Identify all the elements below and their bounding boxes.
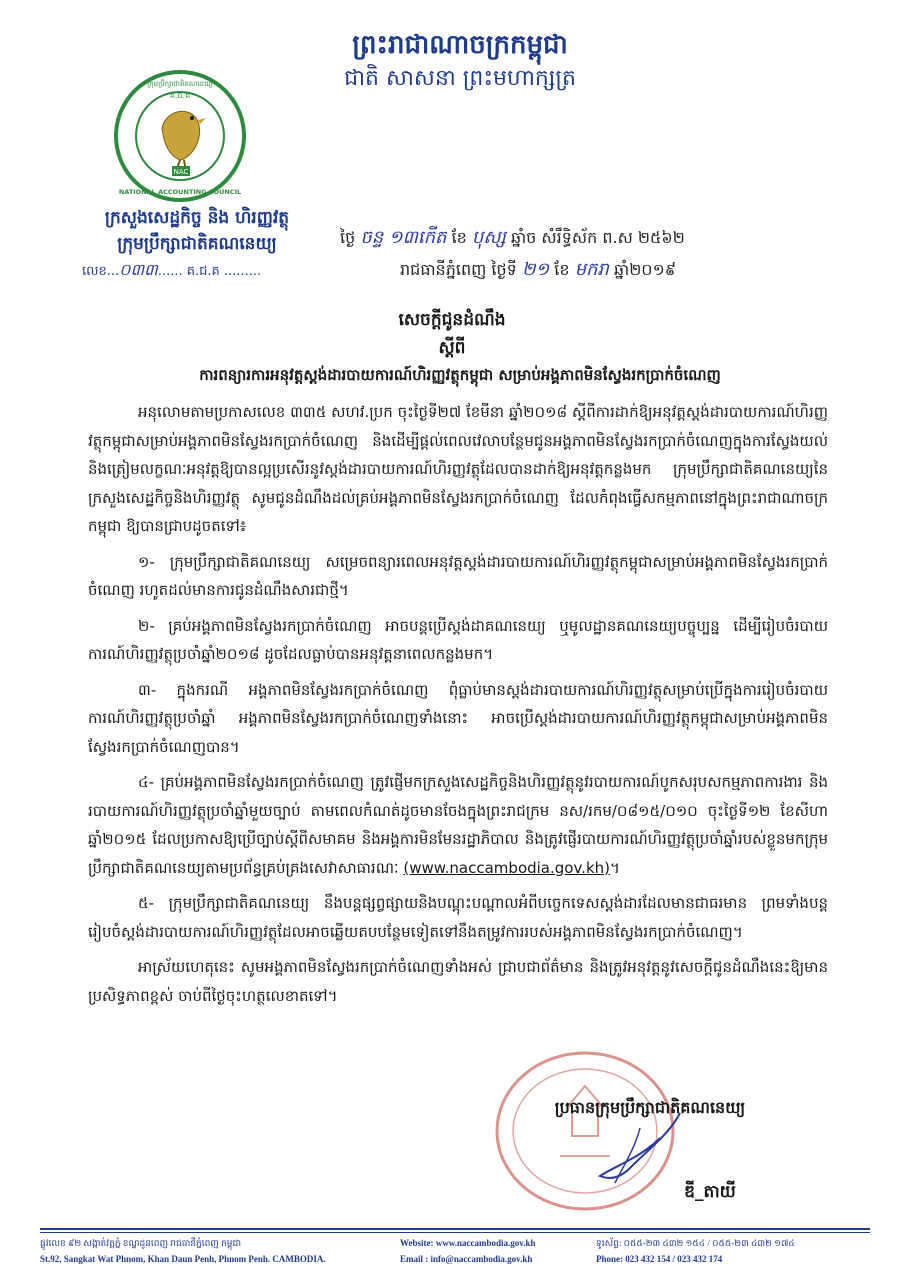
signature-icon <box>580 1108 700 1188</box>
logo-top-text: ក្រុមប្រឹក្សាជាតិគណនេយ្យ <box>147 80 213 88</box>
solar-day: ២១ <box>521 259 550 280</box>
document-type: សេចក្តីជូនដំណឹង <box>398 310 506 330</box>
lunar-date <box>340 226 820 250</box>
solar-month-label: ខែ <box>554 260 570 279</box>
intro-paragraph: អនុលោមតាមប្រកាសលេខ ៣៣៥ សហវ.ប្រក ចុះថ្ងៃទី២៧ ខែមីនា ឆ្នាំ២០១៨ ស្តីពីការដាក់ឱ្យអនុវត្តស្តង់ដារបាយការណ៍ហិរញ្ញវត្ថុកម្ពុជាសម្រាប់អង្គភាពមិនស្វែងរកប្រាក់ចំណេញ និងដើម្បីផ្តល់ពេលវេលាបន្ថែមជូនអង្គភាពមិនស្វែងរកប្រាក់ចំណេញក្នុងការស្វែងយល់និងត្រៀមលក្ខណៈអនុវត្តឱ្យបានល្អប្រសើរនូវស្តង់ដារបាយការណ៍ហិរញ្ញវត្ថុដែលបានដាក់ឱ្យអនុវត្តកន្លងមក ក្រុមប្រឹក្សាជាតិគណនេយ្យនៃក្រសួងសេដ្ឋកិច្ចនិងហិរញ្ញវត្ថុ សូមជូនដំណឹងដល់គ្រប់អង្គភាពមិនស្វែងរកប្រាក់ចំណេញ ដែលកំពុងធ្វើសកម្មភាពនៅក្នុងព្រះរាជាណាចក្រកម្ពុជា ឱ្យបានជ្រាបដូចតទៅ៖ <box>88 403 828 535</box>
lunar-day: ចន្ទ ១៣កើត <box>360 227 447 248</box>
number-value: ០៣៣ <box>119 260 158 279</box>
logo-center-text: NAC <box>173 168 189 176</box>
footer-address-km: ផ្លូវលេខ ៩២ សង្កាត់វត្តភ្នំ ខណ្ឌដូនពេញ រាជធានីភ្នំពេញ កម្ពុជា <box>40 1238 242 1248</box>
document-about: ស្តីពី <box>438 338 466 358</box>
number-prefix: លេខ... <box>82 264 120 279</box>
footer-email[interactable]: Email : info@naccambodia.gov.kh <box>400 1254 533 1264</box>
solar-month: មករា <box>574 259 609 280</box>
solar-date <box>400 258 820 282</box>
notice-body <box>88 398 828 1017</box>
item-3: ៣- ក្នុងករណី អង្គភាពមិនស្វែងរកប្រាក់ចំណេញ ពុំធ្លាប់មានស្តង់ដារបាយការណ៍ហិរញ្ញវត្ថុសម្រាប់ប្រើក្នុងការរៀបចំរបាយការណ៍ហិរញ្ញវត្ថុប្រចាំឆ្នាំ អង្គភាពមិនស្វែងរកប្រាក់ចំណេញទាំងនោះ អាចប្រើស្តង់ដារបាយការណ៍ហិរញ្ញវត្ថុកម្ពុជាសម្រាប់អង្គភាពមិនស្វែងរកប្រាក់ចំណេញបាន។ <box>88 680 828 756</box>
signatory-name: ឌី_តាយី <box>684 1182 736 1202</box>
solar-year: ឆ្នាំ២០១៩ <box>613 260 677 279</box>
lunar-month: បុស្ស <box>471 227 506 248</box>
logo-bottom-text: NATIONAL ACCOUNTING COUNCIL <box>118 188 242 196</box>
footer-divider <box>40 1228 870 1230</box>
ministry-name: ក្រសួងសេដ្ឋកិច្ច និង ហិរញ្ញវត្ថុ <box>104 208 290 228</box>
item-4 <box>88 768 828 882</box>
handwritten-signature <box>580 1108 700 1188</box>
lunar-month-label: ខែ <box>451 228 467 247</box>
item-2: ២- គ្រប់អង្គភាពមិនស្វែងរកប្រាក់ចំណេញ អាចបន្តប្រើស្តង់ដាគណនេយ្យ ឬមូលដ្ឋានគណនេយ្យបច្ចុប្បន្ន ដើម្បីរៀបចំរបាយការណ៍ហិរញ្ញវត្ថុប្រចាំឆ្នាំ២០១៨ ដូចដែលធ្លាប់បានអនុវត្តនាពេលកន្លងមក។ <box>88 616 828 663</box>
logo-abbr: គ.ជ.គ <box>169 91 191 100</box>
closing-paragraph: អាស្រ័យហេតុនេះ សូមអង្គភាពមិនស្វែងរកប្រាក់ចំណេញទាំងអស់ ជ្រាបជាព័ត៌មាន និងត្រូវអនុវត្តនូវសេចក្តីជូនដំណឹងនេះឱ្យមានប្រសិទ្ធភាពខ្ពស់ ចាប់ពីថ្ងៃចុះហត្ថលេខាតទៅ។ <box>88 958 828 1005</box>
nac-logo <box>112 68 248 204</box>
website-link[interactable]: (www.naccambodia.gov.kh) <box>403 858 610 877</box>
footer-website[interactable]: Website: www.naccambodia.gov.kh <box>400 1238 536 1248</box>
footer-address-en: St.92, Sangkat Wat Phnom, Khan Daun Penh, Phnom Penh. CAMBODIA. <box>40 1254 326 1264</box>
item-5: ៥- ក្រុមប្រឹក្សាជាតិគណនេយ្យ នឹងបន្តផ្សព្វផ្សាយនិងបណ្តុះបណ្តាលអំពីបច្ចេកទេសស្តង់ដារដែលមានជាធរមាន ព្រមទាំងបន្តរៀបចំស្តង់ដារបាយការណ៍ហិរញ្ញវត្ថុដែលអាចឆ្លើយតបបន្ថែមទៀតទៅនឹងតម្រូវការរបស់អង្គភាពមិនស្វែងរកប្រាក់ចំណេញ។ <box>88 894 828 941</box>
item-4-end: ។ <box>610 858 620 877</box>
solar-prefix: រាជធានីភ្នំពេញ ថ្ងៃទី <box>400 260 517 279</box>
lunar-rest: ឆ្នាំច សំរឹទ្ធិស័ក ព.ស ២៥៦២ <box>510 228 685 247</box>
item-4-text: ៤- គ្រប់អង្គភាពមិនស្វែងរកប្រាក់ចំណេញ ត្រូវផ្ញើមកក្រសួងសេដ្ឋកិច្ចនិងហិរញ្ញវត្ថុនូវរបាយការណ៍បូកសរុបសកម្មភាពការងារ និងរបាយការណ៍ហិរញ្ញវត្ថុប្រចាំឆ្នាំមួយច្បាប់ តាមពេលកំណត់ដូចមានចែងក្នុងព្រះរាជក្រម នស/រកម/០៨១៥/០១០ ចុះថ្ងៃទី១២ ខែសីហា ឆ្នាំ២០១៥ ដែលប្រកាសឱ្យប្រើច្បាប់ស្តីពីសមាគម និងអង្គការមិនមែនរដ្ឋាភិបាល និងត្រូវផ្ញើរបាយការណ៍ហិរញ្ញវត្ថុប្រចាំឆ្នាំរបស់ខ្លួនមកក្រុមប្រឹក្សាជាតិគណនេយ្យតាមប្រព័ន្ធគ្រប់គ្រងសេវាសាធារណៈ <box>88 773 828 877</box>
lunar-prefix: ថ្ងៃ <box>340 228 356 247</box>
footer-phone-km: ទូរស័ព្ទ: ០៥៥-២៣ ៤៣២ ១៥៤ / ០៥៥-២៣ ៤៣២ ១៧៤ <box>596 1238 795 1248</box>
signatory-title: ប្រធានក្រុមប្រឹក្សាជាតិគណនេយ្យ <box>554 1098 746 1117</box>
kingdom-heading: ព្រះរាជាណាចក្រកម្ពុជា <box>352 30 568 60</box>
nac-seal-icon <box>112 68 248 204</box>
national-motto: ជាតិ សាសនា ព្រះមហាក្សត្រ <box>344 66 576 91</box>
council-name: ក្រុមប្រឹក្សាជាតិគណនេយ្យ <box>117 234 277 254</box>
footer-phone-en: Phone: 023 432 154 / 023 432 174 <box>596 1254 723 1264</box>
item-1: ១- ក្រុមប្រឹក្សាជាតិគណនេយ្យ សម្រេចពន្យារពេលអនុវត្តស្តង់ដារបាយការណ៍ហិរញ្ញវត្ថុកម្ពុជាសម្រាប់អង្គភាពមិនស្វែងរកប្រាក់ចំណេញ រហូតដល់មានការជូនដំណឹងសារជាថ្មី។ <box>88 552 828 599</box>
document-number <box>82 260 312 282</box>
number-suffix: ...... គ.ជ.គ ......... <box>157 264 262 279</box>
footer-divider-thin <box>40 1232 870 1233</box>
document-subject: ការពន្យារការអនុវត្តស្តង់ដារបាយការណ៍ហិរញ្ញវត្ថុកម្ពុជា សម្រាប់អង្គភាពមិនស្វែងរកប្រាក់ចំណេញ <box>199 366 721 384</box>
